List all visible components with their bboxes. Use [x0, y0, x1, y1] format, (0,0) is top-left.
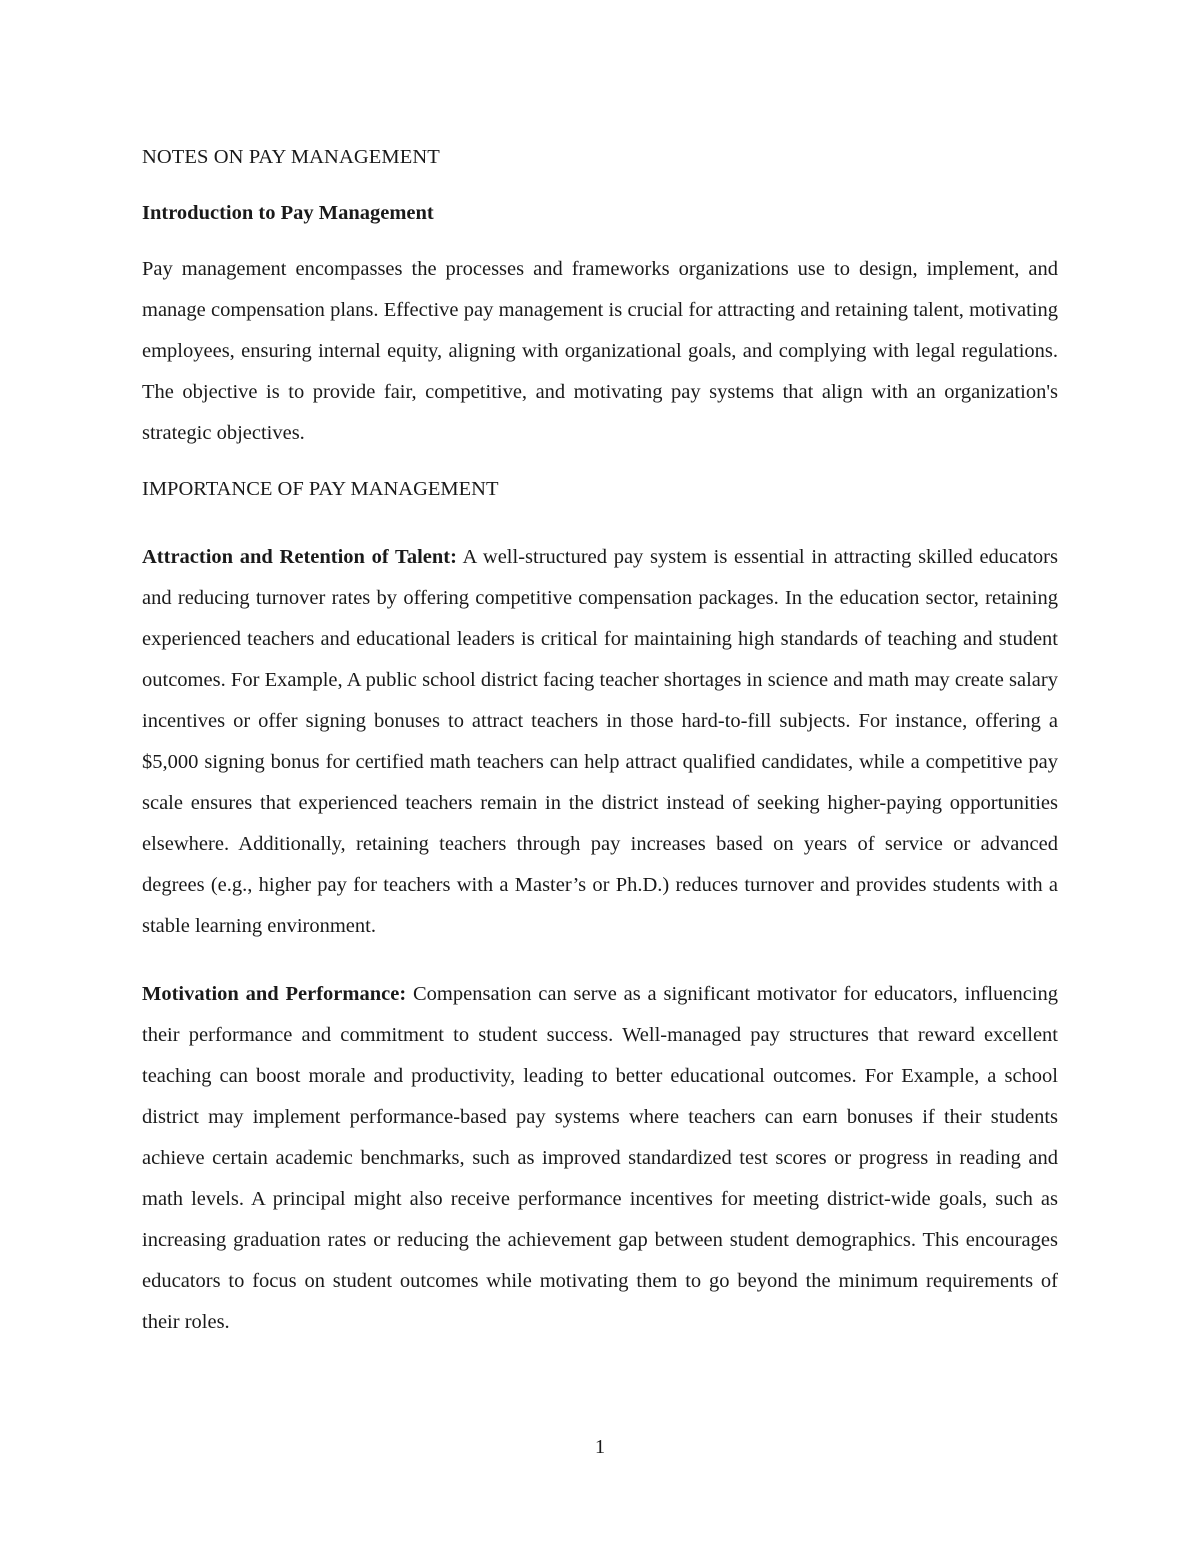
attraction-retention-paragraph: [142, 537, 1058, 947]
document-title: NOTES ON PAY MANAGEMENT: [142, 146, 440, 168]
attraction-retention-lead: Attraction and Retention of Talent:: [142, 546, 457, 568]
motivation-performance-body: Compensation can serve as a significant motivator for educators, influencing their performance and commitment to student success. Well-managed pay structures that reward excellent teaching can boost morale and productivity, leading to better educational outcomes. For Example, a school district may implement performance-based pay systems where teachers can earn bonuses if their students achieve certain academic benchmarks, such as improved standardized test scores or progress in reading and math levels. A principal might also receive performance incentives for meeting district-wide goals, such as increasing graduation rates or reducing the achievement gap between student demographics. This encourages educators to focus on student outcomes while motivating them to go beyond the minimum requirements of their roles.: [142, 983, 1058, 1333]
intro-heading: Introduction to Pay Management: [142, 202, 434, 224]
motivation-performance-paragraph: [142, 974, 1058, 1343]
motivation-performance-lead: Motivation and Performance:: [142, 983, 407, 1005]
page-number: 1: [594, 1436, 606, 1458]
page-content: [142, 142, 1058, 1343]
importance-heading: IMPORTANCE OF PAY MANAGEMENT: [142, 478, 499, 500]
intro-paragraph: Pay management encompasses the processes and frameworks organizations use to design, implement, and manage compensation plans. Effective pay management is crucial for attracting and retaining talent, motivating employees, ensuring internal equity, aligning with organizational goals, and complying with legal regulations. The objective is to provide fair, competitive, and motivating pay systems that align with an organization's strategic objectives.: [142, 258, 1058, 444]
attraction-retention-body: A well-structured pay system is essential in attracting skilled educators and reducing turnover rates by offering competitive compensation packages. In the education sector, retaining experienced teachers and educational leaders is critical for maintaining high standards of teaching and student outcomes. For Example, A public school district facing teacher shortages in science and math may create salary incentives or offer signing bonuses to attract teachers in those hard-to-fill subjects. For instance, offering a $5,000 signing bonus for certified math teachers can help attract qualified candidates, while a competitive pay scale ensures that experienced teachers remain in the district instead of seeking higher-paying opportunities elsewhere. Additionally, retaining teachers through pay increases based on years of service or advanced degrees (e.g., higher pay for teachers with a Master’s or Ph.D.) reduces turnover and provides students with a stable learning environment.: [142, 546, 1058, 937]
